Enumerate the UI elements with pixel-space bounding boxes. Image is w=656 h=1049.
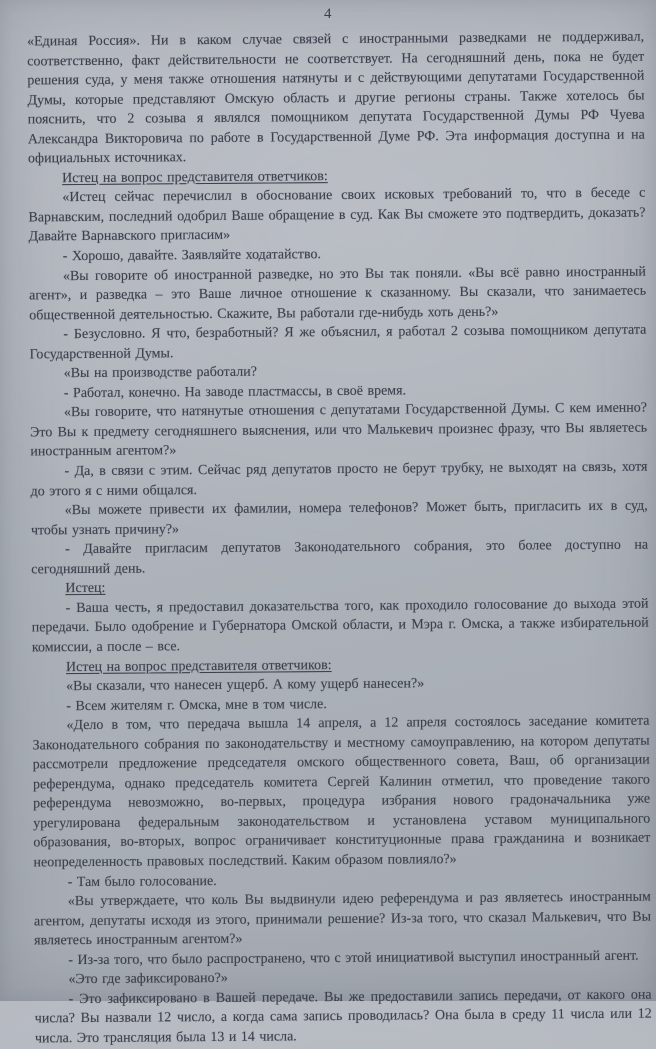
paragraph: «Дело в том, что передача вышла 14 апреля, а 12 апреля состоялось заседание комитета Законодательного собрания по законодательству и местному самоуправлению, на котором депутаты рассмотрели предложение председателя омского общественного совета, Ваш, об организации референдума, однако председатель комитета Сергей Калинин отметил, что проведение такого референдума невозможно, во-первых, процедура избрания нового градоначальника уже урегулирована федеральным законодательством и установлена уставом муниципального образования, во-вторых, вопрос ограничивает конституционные права гражданина и возникает неопределенность правовых последствий. Каким образом повлияло?»: [32, 713, 651, 871]
paragraph: - Хорошо, давайте. Заявляйте ходатайство.: [62, 247, 322, 265]
paragraph: «Истец сейчас перечислил в обоснование своих исковых требований то, что в беседе с Варнавским, последний одобрил Ваше обращение в суд. Как Вы сможете это подтвердить, доказать? Давайте Варнавского пригласим»: [28, 185, 646, 245]
paragraph: - Это зафиксировано в Вашей передаче. Вы же предоставили запись передачи, от какого она числа? Вы назвали 12 число, а когда сама запись проводилась? Она была в среду 11 числа или 12 числа. Это трансляция была 13 и 14 числа.: [34, 987, 652, 1047]
paragraph: - Ваша честь, я предоставил доказательства того, как проходило голосование до выхода этой передачи. Было одобрение и Губернатора Омской области, и Мэра г. Омска, а также избирательной комиссии, а после – все.: [31, 596, 649, 656]
paragraph: - Безусловно. Я что, безработный? Я же объяснил, я работал 2 созыва помощником депутата Государственной Думы.: [29, 322, 647, 363]
section-heading: Истец на вопрос представителя ответчиков:: [65, 657, 332, 675]
paragraph: «Вы говорите об иностранной разведке, но это Вы так поняли. «Вы всё равно иностранный агент», и разведка – это Ваше личное отношение к сказанному. Вы сказали, что занимаетесь общественной деятельностью. Скажите, Вы работали где-нибудь хоть день?»: [29, 264, 647, 324]
paragraph: - Из-за того, что было распространено, что с этой инициативой выступил иностранный агент.: [68, 948, 639, 968]
paragraph: «Единая Россия». Ни в каком случае связей с иностранными разведками не поддерживал, соответственно, факт действительности не соответствует. На сегодняшний день, пока не будет решения суда, у меня также отношения натянуты и с действующими депутатами Государственной Думы, которые представляют Омскую область и другие регионы страны. Также хотелось бы пояснить, что 2 созыва я являлся помощником депутата Государственной Думы РФ Чуева Александра Викторовича по работе в Государственной Думе РФ. Эта информация доступна и на официальных источниках.: [27, 29, 645, 167]
paragraph: «Вы можете привести их фамилии, номера телефонов? Может быть, пригласить их в суд, чтобы узнать причину?»: [30, 498, 648, 539]
paragraph: - Да, в связи с этим. Сейчас ряд депутатов просто не берут трубку, не выходят на связь, хотя до этого я с ними общался.: [30, 459, 648, 499]
paragraph: «Это где зафиксировано?»: [68, 971, 228, 988]
paragraph: - Всем жителям г. Омска, мне в том числе.: [66, 696, 327, 714]
paragraph: «Вы говорите, что натянутые отношения с депутатами Государственной Думы. С кем именно? Это Вы к предмету сегодняшнего выяснения, или что Малькевич произнес фразу, что Вы являетесь иностранным агентом?»: [30, 400, 648, 460]
paragraph: - Работал, конечно. На заводе пластмассы, в своё время.: [63, 383, 407, 401]
paragraph: «Вы утверждаете, что коль Вы выдвинули идею референдума и раз являетесь иностранным агентом, депутаты исходя из этого, принимали решение? Из-за того, что сказал Малькевич, что Вы являетесь иностранным агентом?»: [33, 889, 652, 949]
paragraph: «Вы на производстве работали?: [63, 364, 257, 382]
paragraph: «Вы сказали, что нанесен ущерб. А кому ущерб нанесен?»: [66, 676, 425, 695]
paragraph: - Там было голосование.: [67, 873, 217, 890]
section-heading: Истец на вопрос представителя ответчиков:: [62, 168, 328, 186]
paragraph: - Давайте пригласим депутатов Законодательного собрания, это более доступно на сегодняшний день.: [31, 537, 649, 578]
page-number: 4: [324, 6, 332, 22]
document-body: [27, 28, 652, 1049]
section-heading: Истец:: [65, 581, 106, 597]
